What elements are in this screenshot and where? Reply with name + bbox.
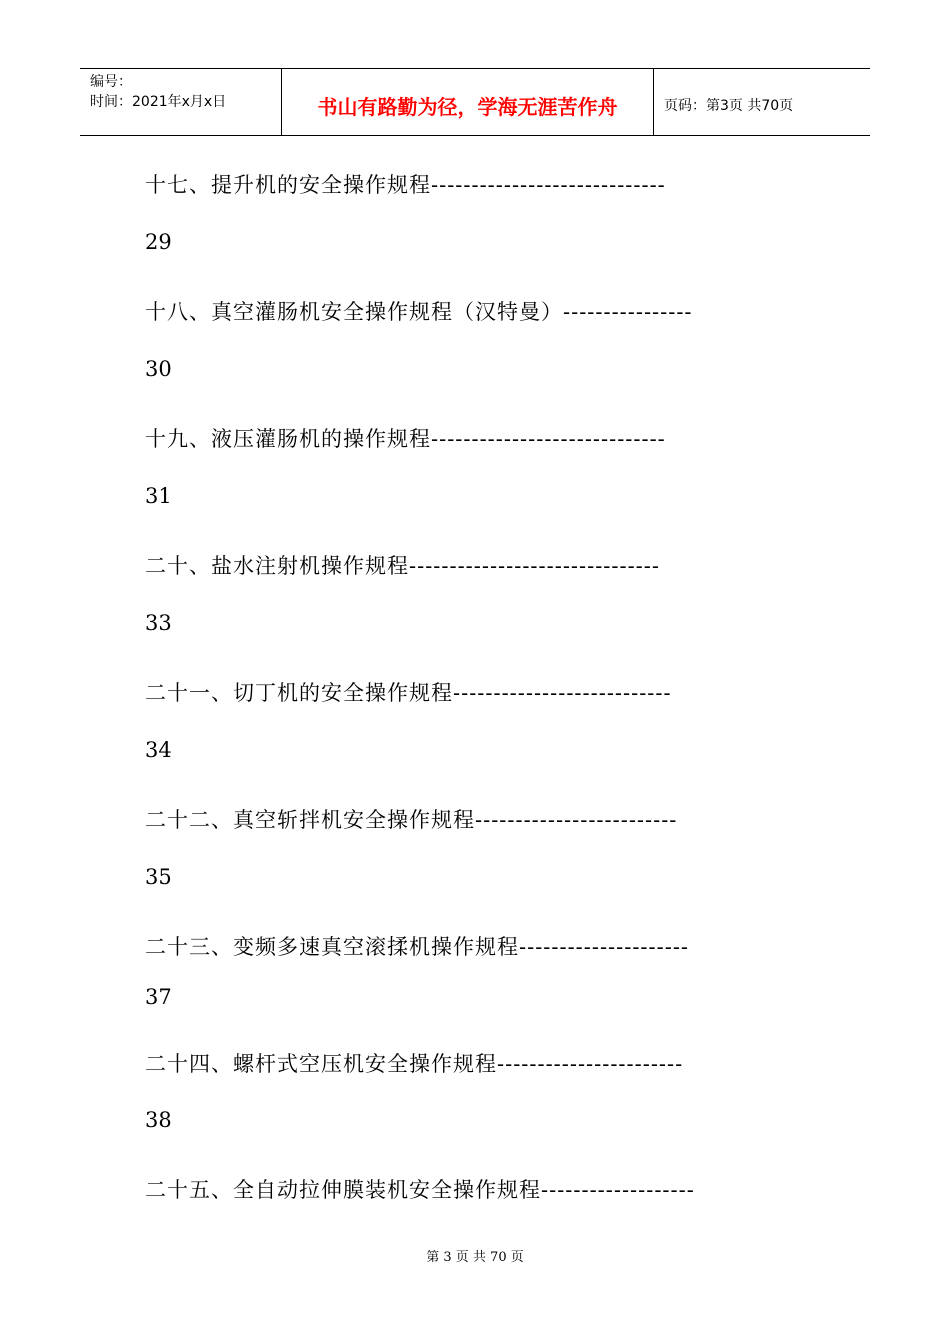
toc-entry-22: 二十二、真空斩拌机安全操作规程------------------------- [145, 808, 678, 832]
toc-page-22: 35 [145, 865, 172, 889]
toc-entry-17: 十七、提升机的安全操作规程----------------------------- [145, 173, 666, 197]
toc-page-19: 31 [145, 484, 172, 508]
page-footer: 第 3 页 共 70 页 [426, 1250, 524, 1265]
toc-entry-21: 二十一、切丁机的安全操作规程--------------------------- [145, 681, 672, 705]
toc-entry-25: 二十五、全自动拉伸膜装机安全操作规程------------------- [145, 1178, 695, 1202]
toc-page-24: 38 [145, 1108, 172, 1132]
toc-entry-23: 二十三、变频多速真空滚揉机操作规程--------------------- [145, 935, 690, 959]
toc-page-23: 37 [145, 985, 172, 1009]
time-label: 时间：2021年x月x日 [90, 94, 227, 110]
toc-entry-24: 二十四、螺杆式空压机安全操作规程----------------------- [145, 1052, 684, 1076]
header-motto: 书山有路勤为径，学海无涯苦作舟 [317, 95, 618, 119]
number-label: 编号： [90, 74, 132, 90]
toc-entry-20: 二十、盐水注射机操作规程------------------------------- [145, 554, 660, 578]
toc-entry-19: 十九、液压灌肠机的操作规程----------------------------- [145, 427, 666, 451]
toc-page-20: 33 [145, 611, 172, 635]
toc-entry-18: 十八、真空灌肠机安全操作规程（汉特曼）---------------- [145, 300, 693, 324]
toc-page-21: 34 [145, 738, 172, 762]
toc-page-18: 30 [145, 357, 172, 381]
toc-page-17: 29 [145, 230, 172, 254]
header-page-info: 页码：第3页 共70页 [664, 98, 794, 114]
